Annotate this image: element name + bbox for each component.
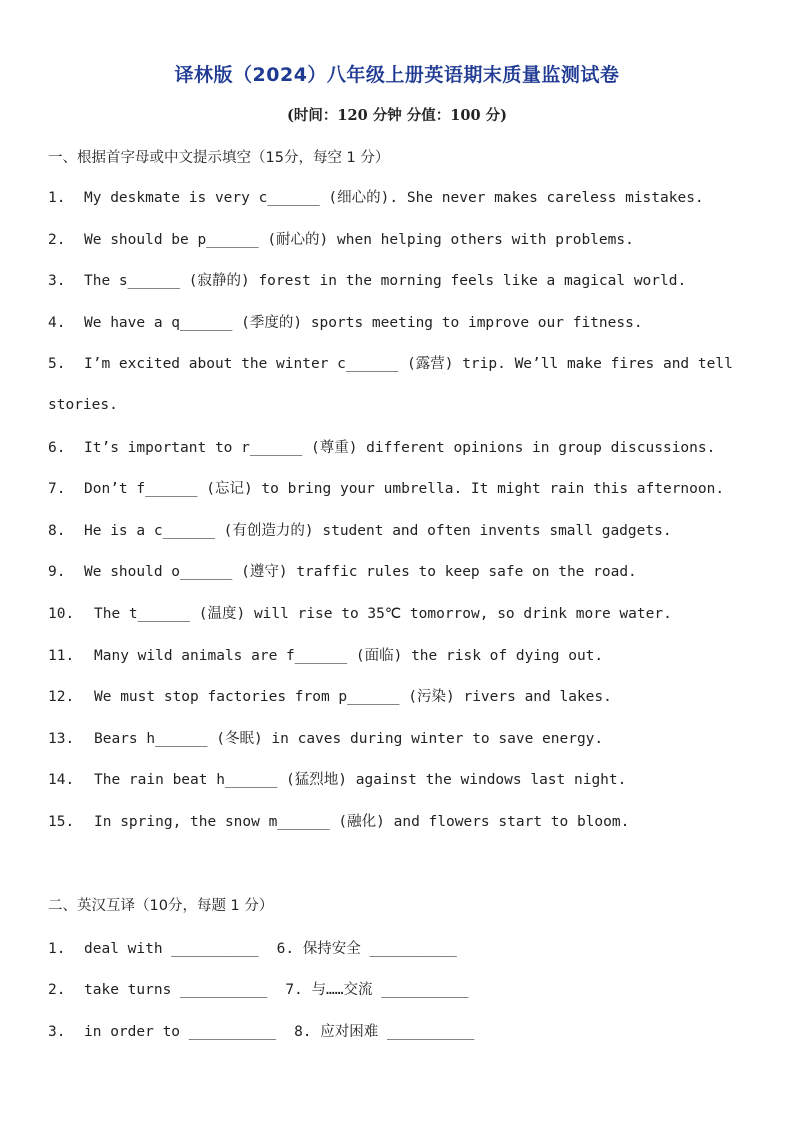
question-5-continuation: stories.: [48, 397, 118, 413]
translation-row-3: [48, 1020, 474, 1041]
question-9: [48, 551, 768, 593]
item-number: 1.: [48, 941, 66, 957]
question-text: The t______ (温度) will rise to 35℃ tomorrow, so drink more water.: [94, 606, 672, 622]
question-text: We should o______ (遵守) traffic rules to keep safe on the road.: [84, 564, 637, 580]
question-7: [48, 468, 768, 510]
question-number: 2.: [48, 232, 66, 248]
question-text: My deskmate is very c______ (细心的). She never makes careless mistakes.: [84, 190, 704, 206]
question-15: [48, 801, 768, 843]
page-title: 译林版（2024）八年级上册英语期末质量监测试卷: [174, 64, 620, 86]
question-number: 12.: [48, 689, 75, 705]
question-1: [48, 177, 768, 219]
question-text: He is a c______ (有创造力的) student and often invents small gadgets.: [84, 523, 672, 539]
question-text: Many wild animals are f______ (面临) the risk of dying out.: [94, 648, 604, 664]
question-11: [48, 635, 768, 677]
question-text: It’s important to r______ (尊重) different opinions in group discussions.: [84, 440, 716, 456]
item-number: 3.: [48, 1024, 66, 1040]
question-13: [48, 718, 768, 760]
question-text: Bears h______ (冬眠) in caves during winter to save energy.: [94, 731, 604, 747]
question-5: [48, 343, 768, 385]
question-number: 8.: [48, 523, 66, 539]
question-8: [48, 510, 768, 552]
translation-item-chinese: 保持安全 __________: [302, 941, 457, 957]
question-text: We must stop factories from p______ (污染) rivers and lakes.: [94, 689, 612, 705]
question-text: Don’t f______ (忘记) to bring your umbrella. It might rain this afternoon.: [84, 481, 725, 497]
question-14: [48, 759, 768, 801]
translation-item-chinese: 与……交流 __________: [311, 982, 469, 998]
question-6: [48, 427, 768, 469]
question-text: We have a q______ (季度的) sports meeting to improve our fitness.: [84, 315, 643, 331]
exam-time-score: (时间：120 分钟 分值：100 分): [287, 107, 507, 124]
question-number: 3.: [48, 273, 66, 289]
question-number: 1.: [48, 190, 66, 206]
translation-item-english: in order to __________: [84, 1024, 277, 1040]
translation-row-2: [48, 978, 469, 999]
translation-item-english: take turns __________: [84, 982, 268, 998]
question-text: The s______ (寂静的) forest in the morning feels like a magical world.: [84, 273, 687, 289]
question-10: [48, 593, 768, 635]
question-text: We should be p______ (耐心的) when helping others with problems.: [84, 232, 634, 248]
item-number: 6.: [276, 941, 295, 957]
item-number: 2.: [48, 982, 66, 998]
question-4: [48, 302, 768, 344]
question-3: [48, 260, 768, 302]
question-number: 13.: [48, 731, 75, 747]
item-number: 8.: [294, 1024, 312, 1040]
question-number: 6.: [48, 440, 66, 456]
question-number: 5.: [48, 356, 66, 372]
question-2: [48, 219, 768, 261]
question-number: 9.: [48, 564, 66, 580]
section-2-header: 二、英汉互译（10分，每题 1 分）: [48, 898, 274, 914]
question-number: 4.: [48, 315, 66, 331]
question-number: 10.: [48, 606, 75, 622]
question-text: The rain beat h______ (猛烈地) against the windows last night.: [94, 772, 627, 788]
translation-row-1: [48, 937, 457, 958]
question-number: 7.: [48, 481, 66, 497]
translation-item-chinese: 应对困难 __________: [320, 1024, 475, 1040]
question-number: 15.: [48, 814, 75, 830]
question-12: [48, 676, 768, 718]
item-number: 7.: [285, 982, 303, 998]
question-text: I’m excited about the winter c______ (露营) trip. We’ll make fires and tell: [84, 356, 733, 372]
question-number: 14.: [48, 772, 75, 788]
question-number: 11.: [48, 648, 75, 664]
section-1-header: 一、根据首字母或中文提示填空（15分，每空 1 分）: [48, 150, 390, 166]
question-text: In spring, the snow m______ (融化) and flowers start to bloom.: [94, 814, 630, 830]
translation-item-english: deal with __________: [84, 941, 259, 957]
